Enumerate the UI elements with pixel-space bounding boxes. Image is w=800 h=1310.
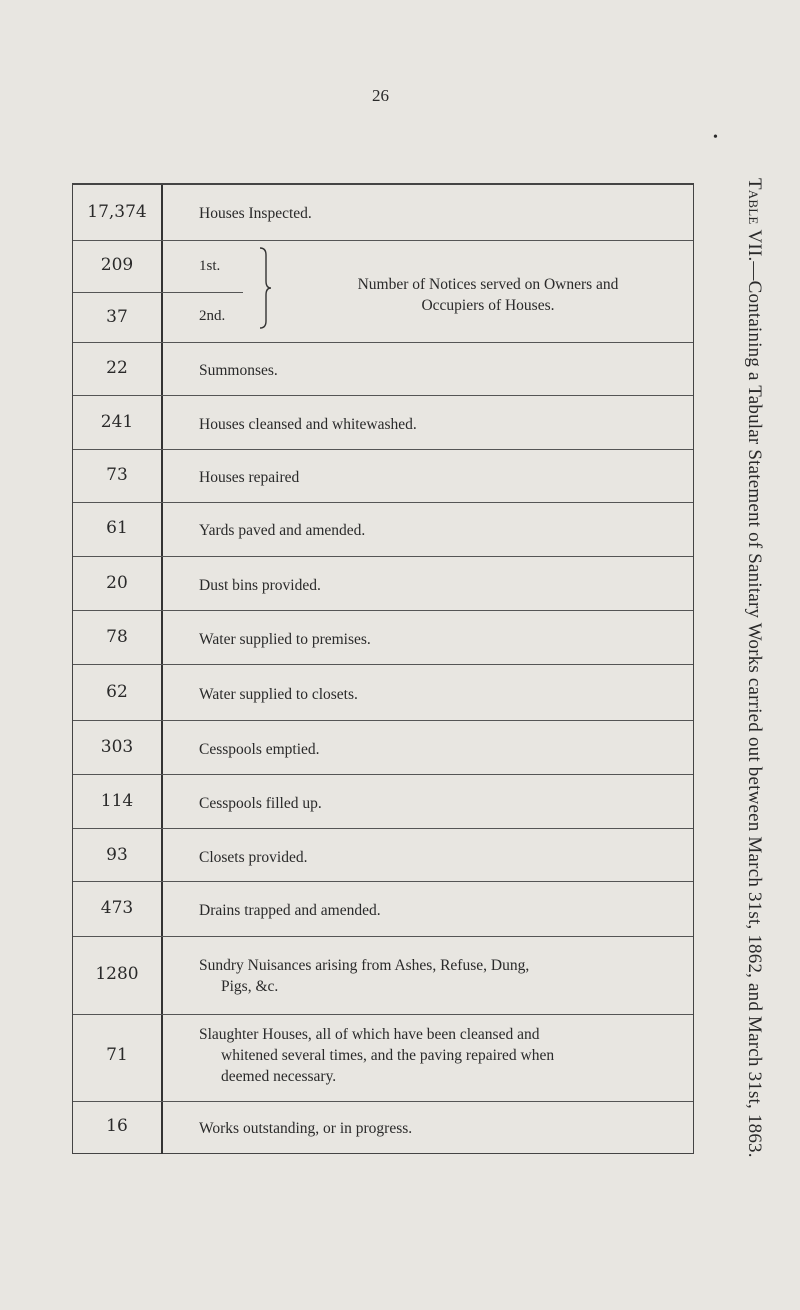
row-value: 20	[106, 573, 128, 593]
row-value: 17,374	[87, 202, 147, 222]
row-value: 1280	[95, 964, 139, 984]
row-label: Drains trapped and amended.	[199, 902, 381, 919]
table-row-notices	[73, 241, 693, 343]
row-value: 22	[106, 358, 128, 378]
brace-icon	[258, 247, 272, 329]
row-value: 37	[106, 307, 128, 327]
table-row	[73, 775, 693, 829]
row-label: Closets provided.	[199, 849, 308, 866]
row-value: 73	[106, 465, 128, 485]
notices-line2: Occupiers of Houses.	[421, 297, 555, 314]
row-label: Cesspools emptied.	[199, 741, 320, 758]
row-label-line3: deemed necessary.	[221, 1068, 337, 1085]
row-value: 71	[106, 1045, 128, 1065]
row-label: Houses Inspected.	[199, 205, 312, 222]
row-label: Works outstanding, or in progress.	[199, 1120, 413, 1137]
row-value: 473	[100, 898, 134, 918]
row-value: 62	[106, 682, 128, 702]
notices-label	[288, 274, 688, 316]
table-row	[73, 1102, 693, 1154]
row-label: Cesspools filled up.	[199, 795, 322, 812]
row-label: Water supplied to closets.	[199, 686, 358, 703]
table-row	[73, 937, 693, 1015]
table-row	[73, 450, 693, 503]
row-label-line1: Slaughter Houses, all of which have been cleansed and	[199, 1026, 540, 1043]
row-label	[199, 1024, 673, 1087]
row-value: 93	[106, 845, 128, 865]
notices-line1: Number of Notices served on Owners and	[357, 276, 619, 293]
page-number: 26	[372, 86, 389, 105]
table-row	[73, 503, 693, 557]
table-row	[73, 343, 693, 396]
table-title-text: VII.—Containing a Tabular Statement of Sanitary Works carried out between March 31st, 1862, and March 31st, 1863.	[744, 229, 765, 1158]
row-label: Yards paved and amended.	[199, 522, 366, 539]
row-label: Houses repaired	[199, 469, 300, 486]
table-title-prefix: Table	[744, 178, 765, 225]
row-divider	[73, 292, 243, 293]
row-value: 114	[100, 791, 134, 811]
notice-ordinal-first: 1st.	[199, 258, 221, 274]
table-row	[73, 185, 693, 241]
notice-ordinal-second: 2nd.	[199, 308, 226, 324]
row-value: 209	[100, 255, 134, 275]
row-label-line1: Sundry Nuisances arising from Ashes, Refuse, Dung,	[199, 957, 530, 974]
row-value: 78	[106, 627, 128, 647]
row-value: 16	[106, 1116, 128, 1136]
row-label: Water supplied to premises.	[199, 631, 371, 648]
row-label: Dust bins provided.	[199, 577, 321, 594]
row-label-line2: whitened several times, and the paving repaired when	[221, 1047, 555, 1064]
table-row	[73, 557, 693, 611]
table-row	[73, 721, 693, 775]
row-value: 241	[100, 412, 134, 432]
table-row	[73, 396, 693, 450]
page-mark: •	[713, 130, 718, 145]
table-row	[73, 1015, 693, 1102]
table-row	[73, 882, 693, 937]
row-value: 303	[100, 737, 134, 757]
table-row	[73, 611, 693, 665]
table-title	[707, 178, 769, 1158]
row-label: Summonses.	[199, 362, 278, 379]
row-label-line2: Pigs, &c.	[221, 978, 279, 995]
row-label: Houses cleansed and whitewashed.	[199, 416, 417, 433]
row-label	[199, 955, 673, 997]
table-row	[73, 665, 693, 721]
table-row	[73, 829, 693, 882]
row-value: 61	[106, 518, 128, 538]
sanitary-works-table	[72, 183, 694, 1154]
